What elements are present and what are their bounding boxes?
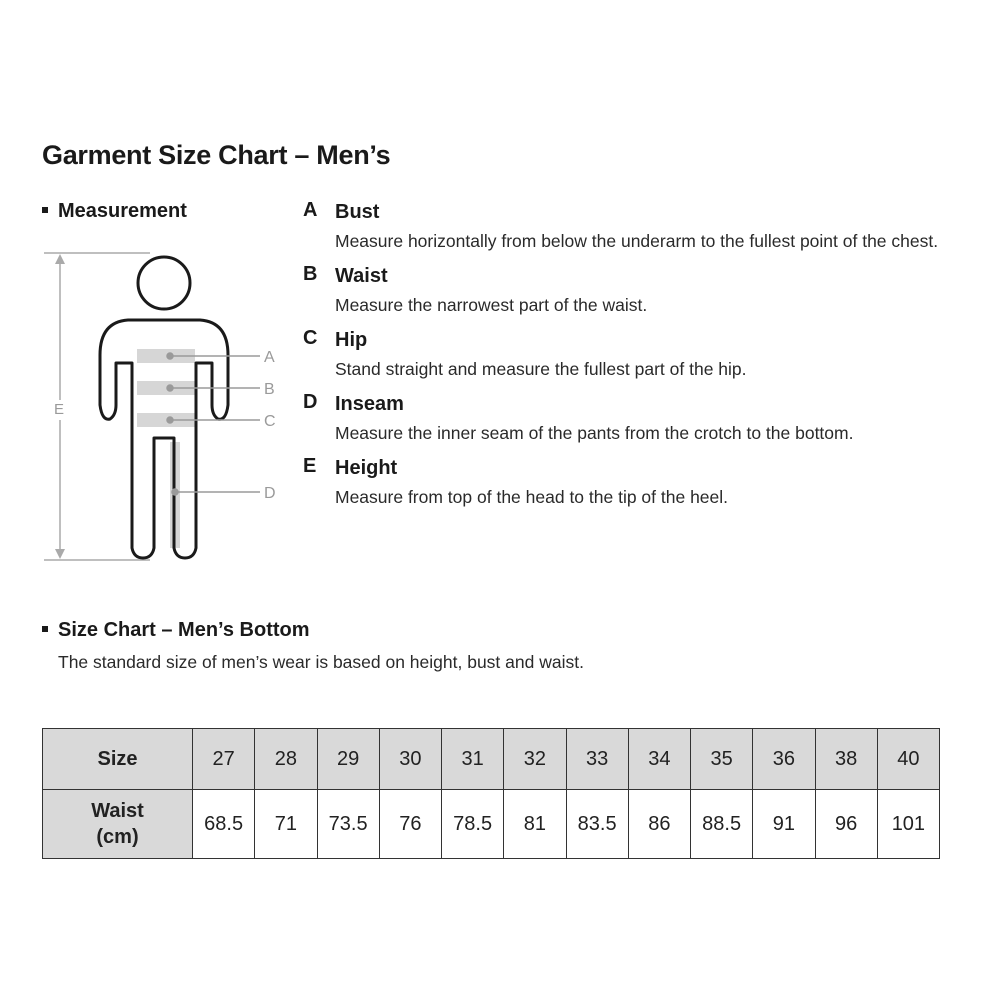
size-cell: 35	[691, 729, 753, 790]
definition-letter: B	[303, 263, 318, 285]
definition-letter: D	[303, 391, 318, 413]
definition-height	[303, 455, 983, 509]
definition-inseam	[303, 391, 983, 445]
row-header-size: Size	[43, 729, 193, 790]
size-chart-heading	[42, 619, 310, 642]
waist-cell: 76	[379, 790, 441, 859]
size-chart-heading-text: Size Chart – Men’s Bottom	[58, 619, 310, 641]
size-cell: 32	[504, 729, 566, 790]
definition-name: Bust	[335, 201, 380, 223]
label-c: C	[264, 413, 276, 430]
waist-cell: 101	[877, 790, 939, 859]
size-cell: 40	[877, 729, 939, 790]
waist-cell: 81	[504, 790, 566, 859]
definition-name: Waist	[335, 265, 388, 287]
bullet-square	[42, 626, 48, 632]
waist-cell: 96	[815, 790, 877, 859]
waist-cell: 86	[628, 790, 690, 859]
definition-description: Stand straight and measure the fullest part of the hip.	[335, 359, 747, 379]
page-title: Garment Size Chart – Men’s	[42, 140, 391, 170]
definition-bust	[303, 199, 983, 253]
size-cell: 27	[193, 729, 255, 790]
size-table	[42, 728, 940, 859]
definition-description: Measure the inner seam of the pants from the crotch to the bottom.	[335, 423, 854, 443]
row-header-waist-line2: (cm)	[96, 826, 139, 848]
table-row-waist	[43, 790, 940, 859]
waist-cell: 73.5	[317, 790, 379, 859]
size-cell: 31	[442, 729, 504, 790]
label-b: B	[264, 381, 275, 398]
size-cell: 34	[628, 729, 690, 790]
row-header-waist-line1: Waist	[91, 800, 144, 822]
waist-cell: 71	[255, 790, 317, 859]
waist-cell: 83.5	[566, 790, 628, 859]
definition-letter: E	[303, 455, 317, 477]
size-chart-note: The standard size of men’s wear is based on height, bust and waist.	[58, 652, 584, 672]
label-d: D	[264, 485, 276, 502]
definition-hip	[303, 327, 983, 381]
definition-name: Inseam	[335, 393, 404, 415]
definition-description: Measure the narrowest part of the waist.	[335, 295, 648, 315]
label-e: E	[54, 401, 65, 418]
person-outline	[100, 257, 228, 558]
definition-description: Measure horizontally from below the underarm to the fullest point of the chest.	[335, 231, 939, 251]
waist-cell: 78.5	[442, 790, 504, 859]
bullet-square	[42, 207, 48, 213]
definition-name: Height	[335, 457, 398, 479]
waist-cell: 68.5	[193, 790, 255, 859]
size-cell: 28	[255, 729, 317, 790]
definition-letter: A	[303, 199, 318, 221]
size-cell: 33	[566, 729, 628, 790]
waist-cell: 91	[753, 790, 815, 859]
definition-name: Hip	[335, 329, 368, 351]
row-header-waist	[43, 790, 193, 859]
waist-cell: 88.5	[691, 790, 753, 859]
size-cell: 29	[317, 729, 379, 790]
label-a: A	[264, 349, 275, 366]
body-measurement-figure	[30, 240, 290, 580]
size-cell: 30	[379, 729, 441, 790]
measurement-definitions	[303, 199, 983, 519]
size-cell: 38	[815, 729, 877, 790]
size-cell: 36	[753, 729, 815, 790]
table-row-size	[43, 729, 940, 790]
definition-waist	[303, 263, 983, 317]
measurement-bands	[137, 349, 195, 548]
measurement-heading-text: Measurement	[58, 200, 187, 222]
definition-description: Measure from top of the head to the tip of the heel.	[335, 487, 729, 507]
measurement-heading	[42, 200, 187, 223]
definition-letter: C	[303, 327, 318, 349]
